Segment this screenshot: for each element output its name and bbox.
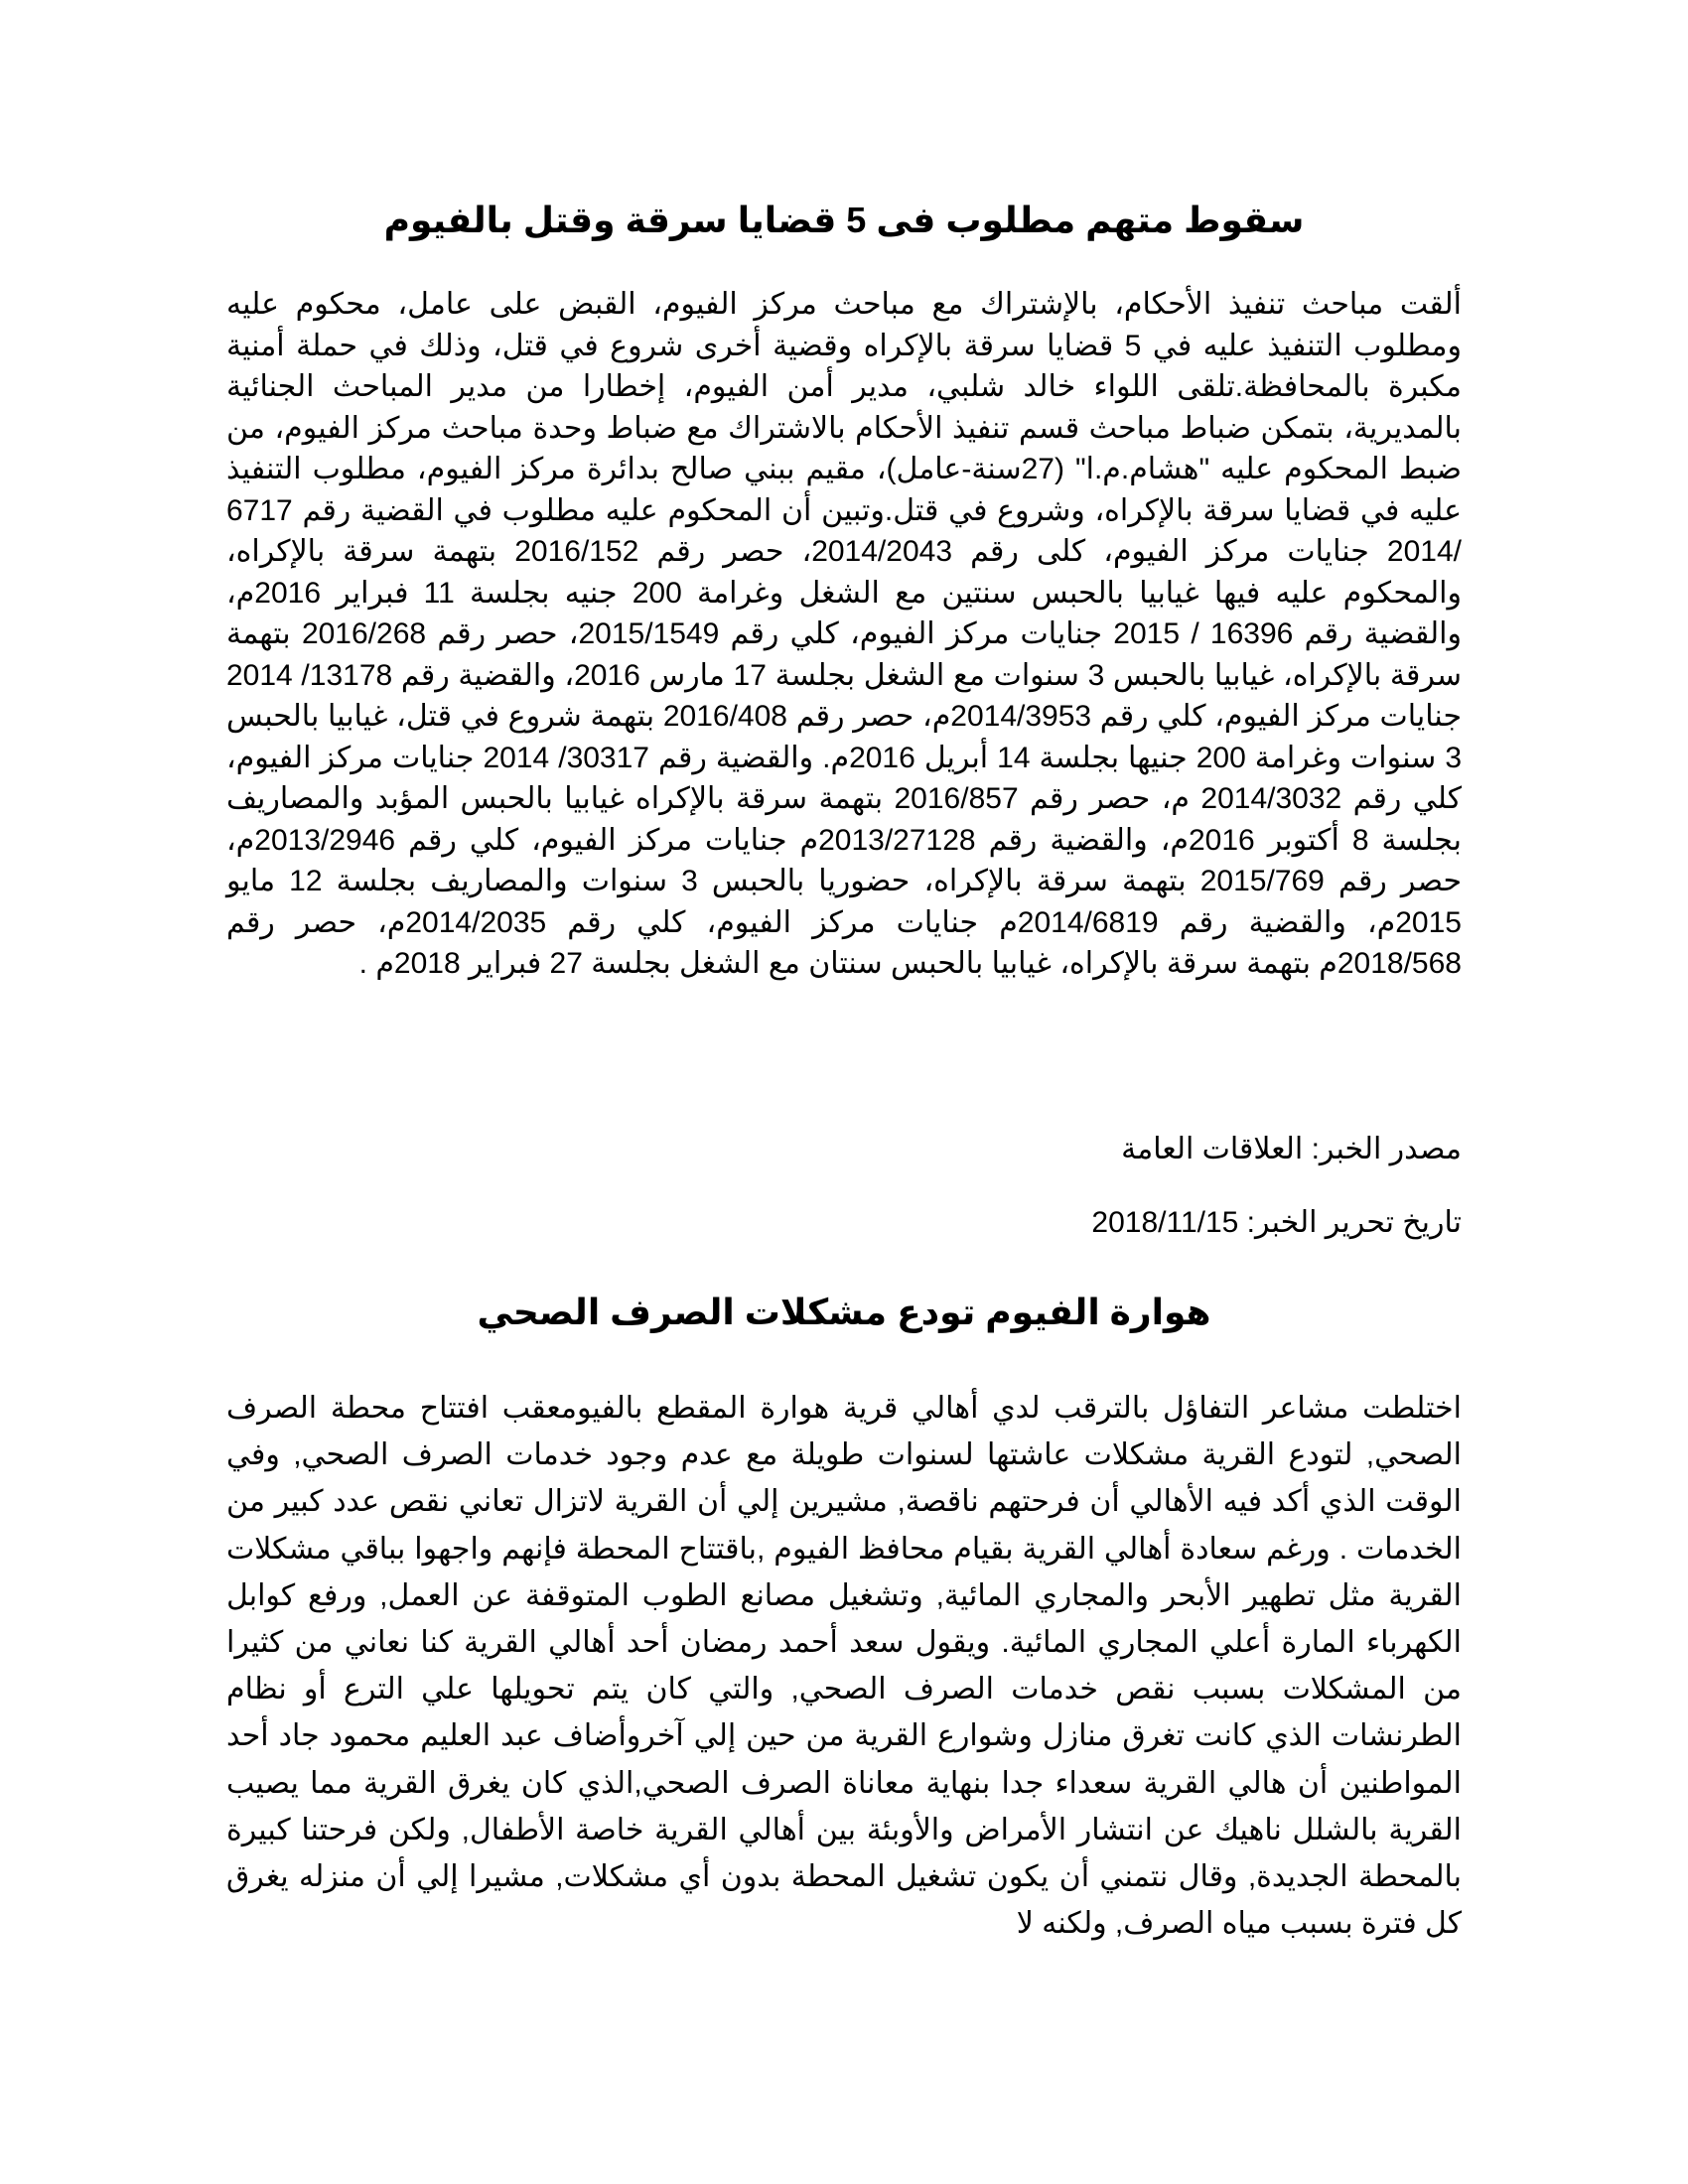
news-date-line: تاريخ تحرير الخبر: 2018/11/15 (1091, 1206, 1462, 1239)
article1-title: سقوط متهم مطلوب فى 5 قضايا سرقة وقتل بالفيوم (383, 200, 1305, 240)
news-source-line: مصدر الخبر: العلاقات العامة (1121, 1133, 1462, 1165)
article1-body: ألقت مباحث تنفيذ الأحكام، بالإشتراك مع مباحث مركز الفيوم، القبض على عامل، محكوم عليه ومطلوب التنفيذ عليه في 5 قضايا سرقة بالإكراه وقضية أخرى شروع في قتل، وذلك في حملة أمنية مكبرة بالمحافظة.تلقى اللواء خالد شلبي، مدير أمن الفيوم، إخطارا من مدير المباحث الجنائية بالمديرية، بتمكن ضباط مباحث قسم تنفيذ الأحكام بالاشتراك مع ضباط وحدة مباحث مركز الفيوم، من ضبط المحكوم عليه "هشام.م.ا" (27سنة-عامل)، مقيم ببني صالح بدائرة مركز الفيوم، مطلوب التنفيذ عليه في قضايا سرقة بالإكراه، وشروع في قتل.وتبين أن المحكوم عليه مطلوب في القضية رقم 6717 /2014 جنايات مركز الفيوم، كلى رقم 2014/2043، حصر رقم 2016/152 بتهمة سرقة بالإكراه، والمحكوم عليه فيها غيابيا بالحبس سنتين مع الشغل وغرامة 200 جنيه بجلسة 11 فبراير 2016م، والقضية رقم 16396 / 2015 جنايات مركز الفيوم، كلي رقم 2015/1549، حصر رقم 2016/268 بتهمة سرقة بالإكراه، غيابيا بالحبس 3 سنوات مع الشغل بجلسة 17 مارس 2016، والقضية رقم 13178/ 2014 جنايات مركز الفيوم، كلي رقم 2014/3953م، حصر رقم 2016/408 بتهمة شروع في قتل، غيابيا بالحبس 3 سنوات وغرامة 200 جنيها بجلسة 14 أبريل 2016م. والقضية رقم 30317/ 2014 جنايات مركز الفيوم، كلي رقم 2014/3032 م، حصر رقم 2016/857 بتهمة سرقة بالإكراه غيابيا بالحبس المؤبد والمصاريف بجلسة 8 أكتوبر 2016م، والقضية رقم 2013/27128م جنايات مركز الفيوم، كلي رقم 2013/2946م، حصر رقم 2015/769 بتهمة سرقة بالإكراه، حضوريا بالحبس 3 سنوات والمصاريف بجلسة 12 مايو 2015م، والقضية رقم 2014/6819م جنايات مركز الفيوم، كلي رقم 2014/2035م، حصر رقم 2018/568م بتهمة سرقة بالإكراه، غيابيا بالحبس سنتان مع الشغل بجلسة 27 فبراير 2018م . (226, 288, 1463, 980)
article2-title: هوارة الفيوم تودع مشكلات الصرف الصحي (477, 1292, 1211, 1332)
article2-body: اختلطت مشاعر التفاؤل بالترقب لدي أهالي قرية هوارة المقطع بالفيومعقب افتتاح محطة الصرف الصحي, لتودع القرية مشكلات عاشتها لسنوات طويلة مع عدم وجود خدمات الصرف الصحي, وفي الوقت الذي أكد فيه الأهالي أن فرحتهم ناقصة, مشيرين إلي أن القرية لاتزال تعاني نقص عدد كبير من الخدمات . ورغم سعادة أهالي القرية بقيام محافظ الفيوم ,باقتتاح المحطة فإنهم واجهوا بباقي مشكلات القرية مثل تطهير الأبحر والمجاري المائية, وتشغيل مصانع الطوب المتوقفة عن العمل, ورفع كوابل الكهرباء المارة أعلي المجاري المائية. ويقول سعد أحمد رمضان أحد أهالي القرية كنا نعاني من كثيرا من المشكلات بسبب نقص خدمات الصرف الصحي, والتي كان يتم تحويلها علي الترع أو نظام الطرنشات الذي كانت تغرق منازل وشوارع القرية من حين إلي آخروأضاف عبد العليم محمود جاد أحد المواطنين أن هالي القرية سعداء جدا بنهاية معاناة الصرف الصحي,الذي كان يغرق القرية مما يصيب القرية بالشلل ناهيك عن انتشار الأمراض والأوبئة بين أهالي القرية خاصة الأطفال, ولكن فرحتنا كبيرة بالمحطة الجديدة, وقال نتمني أن يكون تشغيل المحطة بدون أي مشكلات, مشيرا إلي أن منزله يغرق كل فترة بسبب مياه الصرف, ولكنه لا (226, 1392, 1463, 1941)
